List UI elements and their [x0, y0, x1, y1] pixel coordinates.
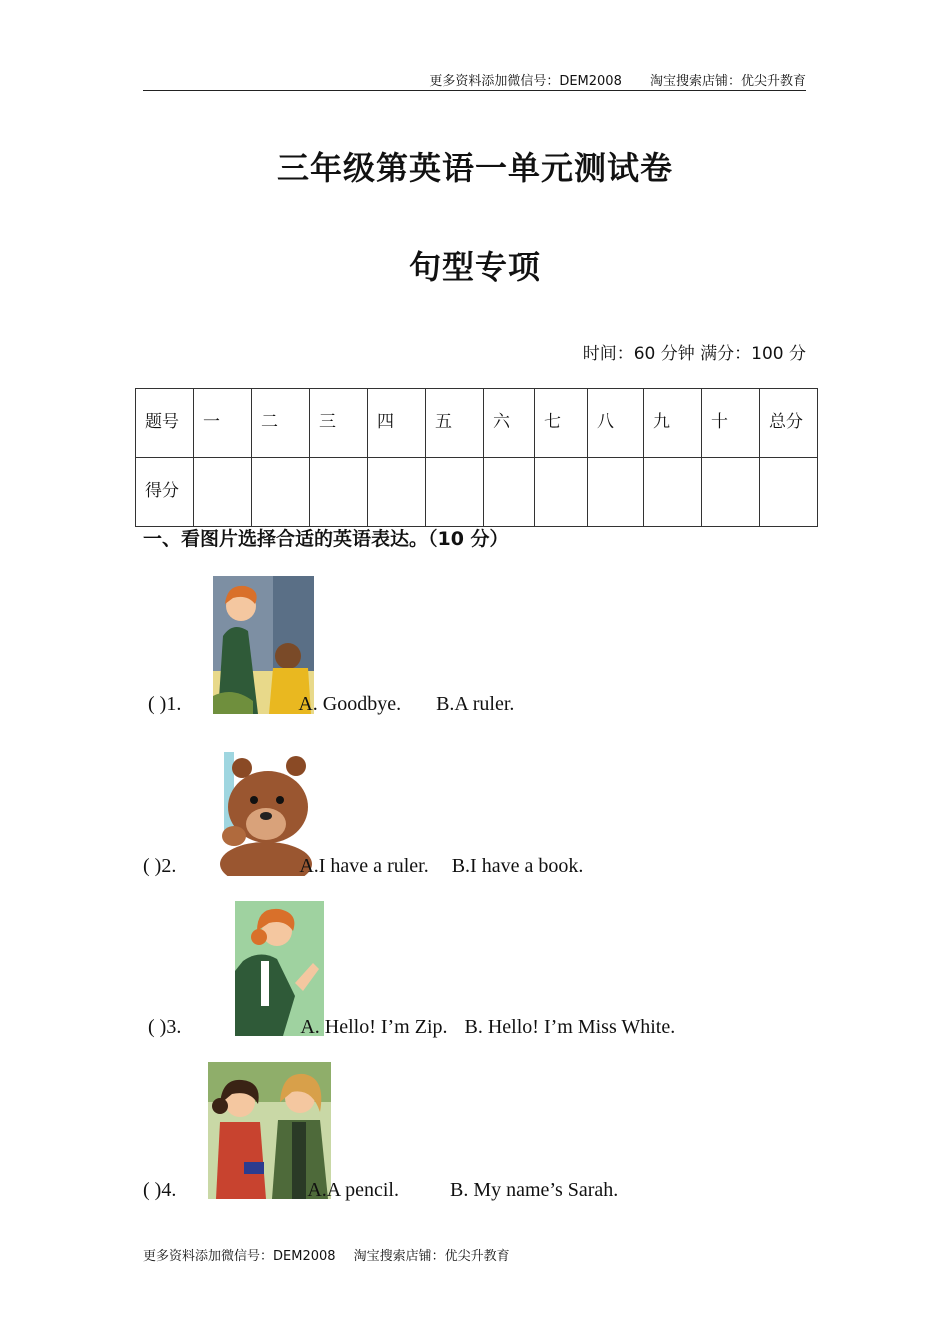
- table-cell: 九: [644, 389, 702, 458]
- footer-shop: 淘宝搜索店铺：优尖升教育: [353, 1249, 510, 1264]
- score-input-cell[interactable]: [310, 458, 368, 527]
- table-cell: 题号: [136, 389, 194, 458]
- exam-meta: 时间：60 分钟 满分：100 分: [582, 344, 806, 364]
- score-input-cell[interactable]: [252, 458, 310, 527]
- score-input-cell[interactable]: [760, 458, 818, 527]
- option-b[interactable]: B. My name’s Sarah.: [449, 1179, 619, 1201]
- score-input-cell[interactable]: [588, 458, 644, 527]
- score-table-score-row: [136, 458, 818, 527]
- table-cell: 三: [310, 389, 368, 458]
- table-cell: 得分: [136, 458, 194, 527]
- page-header: [143, 70, 806, 91]
- table-cell: 四: [368, 389, 426, 458]
- section-title: 一、看图片选择合适的英语表达。（10 分）: [143, 528, 509, 550]
- table-cell: 七: [535, 389, 588, 458]
- option-a[interactable]: A.I have a ruler.: [299, 855, 429, 877]
- option-b[interactable]: B.I have a book.: [451, 855, 584, 877]
- score-input-cell[interactable]: [194, 458, 252, 527]
- header-shop: 淘宝搜索店铺：优尖升教育: [649, 74, 806, 89]
- score-input-cell[interactable]: [368, 458, 426, 527]
- question-number[interactable]: ( )3.: [148, 1016, 182, 1038]
- page-subtitle: 句型专项: [408, 248, 541, 286]
- table-cell: 一: [194, 389, 252, 458]
- question-2: [143, 855, 583, 878]
- option-a[interactable]: A. Hello! I’m Zip.: [300, 1016, 448, 1038]
- question-number[interactable]: ( )4.: [143, 1179, 177, 1201]
- question-number[interactable]: ( )1.: [148, 693, 182, 715]
- option-a[interactable]: A. Goodbye.: [298, 693, 402, 715]
- question-1: [148, 693, 514, 716]
- question-3: [148, 1016, 675, 1039]
- table-cell: 二: [252, 389, 310, 458]
- score-table: [135, 388, 818, 527]
- table-cell: 十: [702, 389, 760, 458]
- question-4: [143, 1179, 618, 1202]
- score-input-cell[interactable]: [702, 458, 760, 527]
- option-b[interactable]: B.A ruler.: [436, 693, 515, 715]
- page-footer: [143, 1245, 510, 1264]
- score-input-cell[interactable]: [535, 458, 588, 527]
- score-input-cell[interactable]: [426, 458, 484, 527]
- table-cell: 八: [588, 389, 644, 458]
- score-table-header-row: [136, 389, 818, 458]
- score-input-cell[interactable]: [484, 458, 535, 527]
- table-cell: 五: [426, 389, 484, 458]
- option-b[interactable]: B. Hello! I’m Miss White.: [464, 1016, 676, 1038]
- table-cell: 六: [484, 389, 535, 458]
- option-a[interactable]: A.A pencil.: [307, 1179, 399, 1201]
- header-wechat: 更多资料添加微信号：DEM2008: [429, 74, 622, 89]
- table-cell: 总分: [760, 389, 818, 458]
- page-title: 三年级第英语一单元测试卷: [276, 149, 673, 187]
- footer-wechat: 更多资料添加微信号：DEM2008: [143, 1249, 336, 1264]
- question-number[interactable]: ( )2.: [143, 855, 177, 877]
- score-input-cell[interactable]: [644, 458, 702, 527]
